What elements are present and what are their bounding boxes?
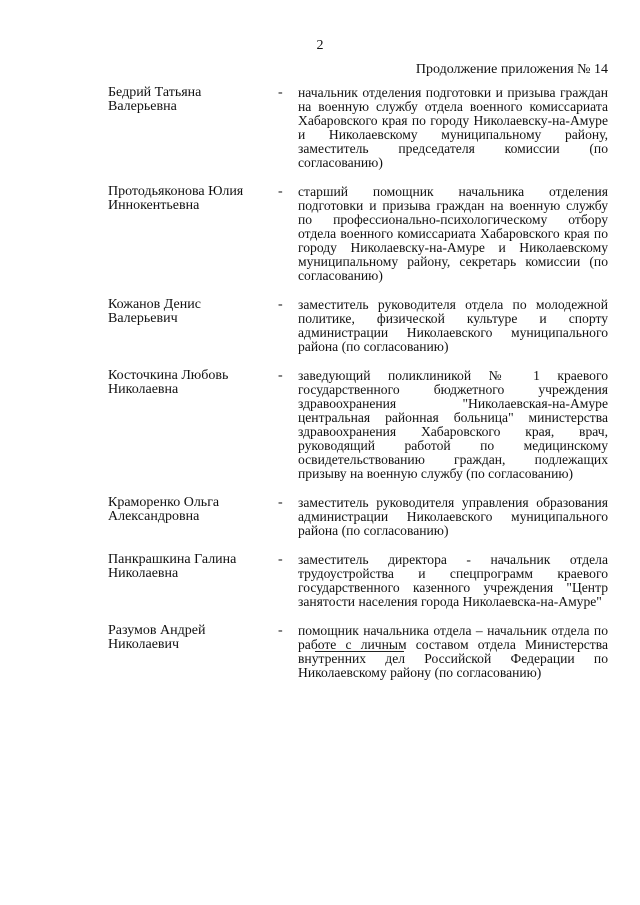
member-name: Панкрашкина Галина Николаевна	[108, 552, 237, 581]
member-entry	[108, 86, 608, 170]
member-role: начальник отделения подготовки и призыва граждан на военную службу отдела военного комиссариата Хабаровского края по городу Николаевску-на-Амуре и Николаевскому муниципальному району, заместитель председателя комиссии (по согласованию)	[298, 85, 608, 170]
member-name: Бедрий Татьяна Валерьевна	[108, 85, 202, 114]
member-entry	[108, 496, 608, 538]
member-role: заместитель директора - начальник отдела трудоустройства и спецпрограмм краевого государственного казенного учреждения "Центр занятости населения города Николаевска-на-Амуре"	[298, 552, 608, 609]
member-entry	[108, 553, 608, 609]
member-dash: -	[278, 495, 283, 510]
member-name: Кожанов Денис Валерьевич	[108, 297, 201, 326]
member-entry	[108, 624, 608, 680]
end-divider-line	[315, 651, 404, 652]
member-entry	[108, 185, 608, 283]
member-name: Протодьяконова Юлия Иннокентьевна	[108, 184, 244, 213]
member-name: Разумов Андрей Николаевич	[108, 623, 206, 652]
member-role: заместитель руководителя управления образования администрации Николаевского муниципального района (по согласованию)	[298, 495, 608, 538]
appendix-continuation-note: Продолжение приложения № 14	[415, 62, 608, 77]
member-entry	[108, 298, 608, 354]
member-name: Краморенко Ольга Александровна	[108, 495, 220, 524]
member-role: заведующий поликлиникой № 1 краевого государственного бюджетного учреждения здравоохранения "Николаевская-на-Амуре центральная районная больница" министерства здравоохранения Хабаровского края, врач, руководящий работой по медицинскому освидетельствованию граждан, подлежащих призыву на военную службу (по согласованию)	[298, 368, 608, 481]
member-dash: -	[278, 85, 283, 100]
member-name: Косточкина Любовь Николаевна	[108, 368, 229, 397]
member-role: заместитель руководителя отдела по молодежной политике, физической культуре и спорту администрации Николаевского муниципального района (по согласованию)	[298, 297, 608, 354]
member-dash: -	[278, 623, 283, 638]
commission-members-list	[108, 86, 608, 695]
member-role: помощник начальника отдела – начальник отдела по работе с личным составом отдела Министерства внутренних дел Российской Федерации по Николаевскому району (по согласованию)	[298, 623, 608, 680]
member-dash: -	[278, 368, 283, 383]
member-dash: -	[278, 552, 283, 567]
member-dash: -	[278, 184, 283, 199]
member-entry	[108, 369, 608, 481]
member-role: старший помощник начальника отделения подготовки и призыва граждан на военную службу по профессионально-психологическому отбору отдела военного комиссариата Хабаровского края по городу Николаевску-на-Амуре и Николаевскому муниципальному району, секретарь комиссии (по согласованию)	[298, 184, 608, 283]
member-dash: -	[278, 297, 283, 312]
page-number: 2	[316, 38, 324, 53]
